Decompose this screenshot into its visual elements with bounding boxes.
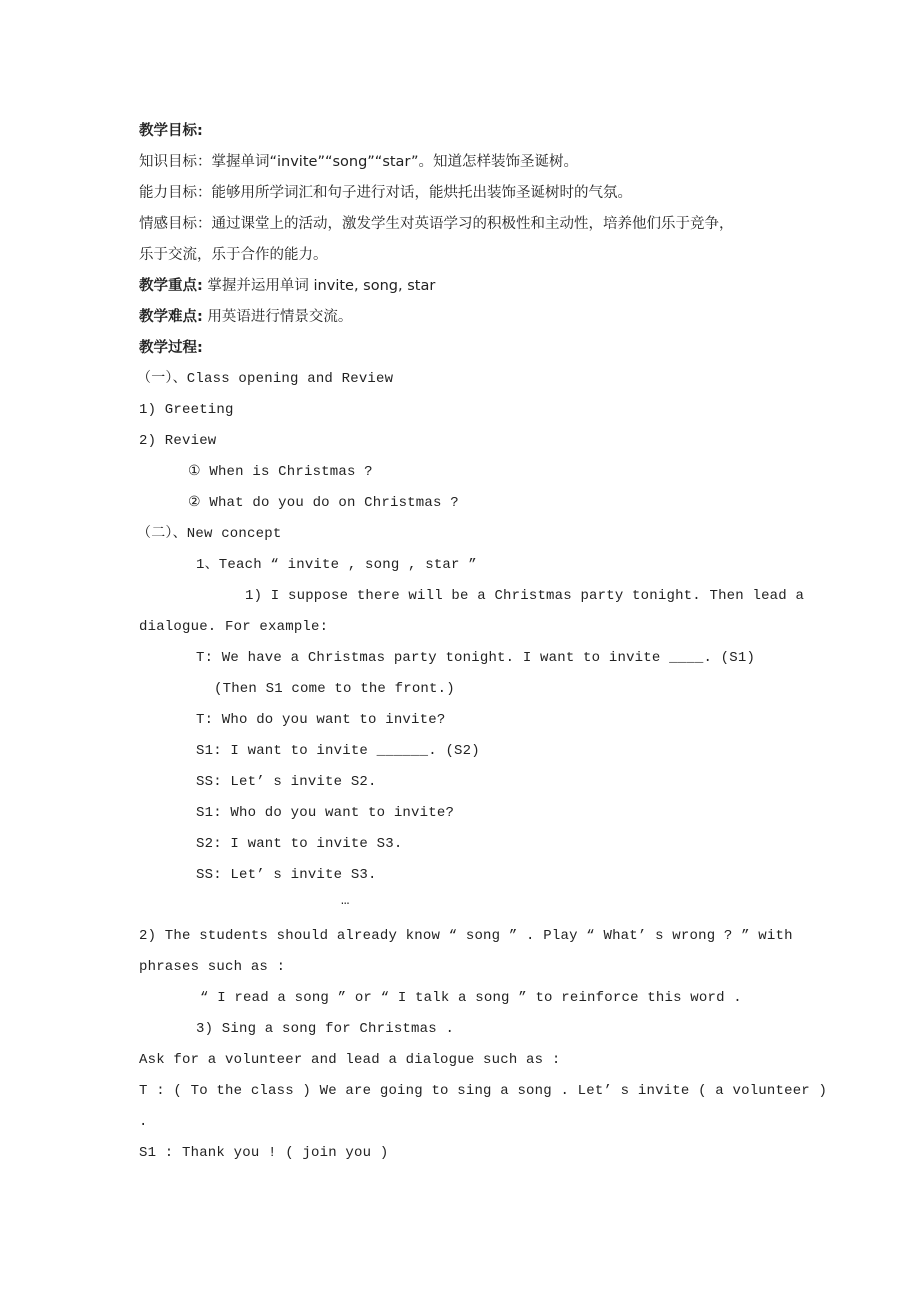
- key-points-label: 教学重点:: [139, 278, 203, 294]
- process-heading: 教学过程:: [139, 340, 203, 356]
- review-question-1: ① When is Christmas ?: [188, 464, 373, 480]
- volunteer-intro: Ask for a volunteer and lead a dialogue such as :: [139, 1052, 561, 1068]
- emotion-goal-line2: 乐于交流，乐于合作的能力。: [139, 247, 328, 263]
- dialogue2-teacher-line2: .: [139, 1114, 148, 1130]
- dialogue-line: T: We have a Christmas party tonight. I want to invite ____. (S1): [196, 650, 756, 666]
- key-points: [139, 276, 435, 296]
- emotion-goal-line1: 情感目标：通过课堂上的活动，激发学生对英语学习的积极性和主动性，培养他们乐于竞争，: [139, 216, 734, 232]
- activity1-line1: 1) I suppose there will be a Christmas party tonight. Then lead a: [245, 588, 805, 604]
- step-greeting: 1) Greeting: [139, 402, 234, 418]
- review-question-2: ② What do you do on Christmas ?: [188, 495, 459, 511]
- step-review: 2) Review: [139, 433, 217, 449]
- dialogue-line: SS: Let’ s invite S2.: [196, 774, 377, 790]
- dialogue-line: (Then S1 come to the front.): [214, 681, 455, 697]
- activity2-line2: phrases such as :: [139, 959, 286, 975]
- section2-title: （二）、New concept: [137, 526, 282, 542]
- dialogue-line: S1: I want to invite ______. (S2): [196, 743, 480, 759]
- difficulty: [139, 307, 352, 327]
- dialogue-line: T: Who do you want to invite?: [196, 712, 446, 728]
- teach-heading: 1、Teach “ invite , song , star ”: [196, 557, 477, 573]
- section1-title: （一）、Class opening and Review: [137, 371, 394, 387]
- activity3: 3) Sing a song for Christmas .: [196, 1021, 455, 1037]
- dialogue2-teacher-line1: T : ( To the class ) We are going to sing a song . Let’ s invite ( a volunteer ): [139, 1083, 828, 1099]
- key-points-text: 掌握并运用单词 invite, song, star: [207, 278, 436, 294]
- dialogue-line: SS: Let’ s invite S3.: [196, 867, 377, 883]
- activity1-line2: dialogue. For example:: [139, 619, 329, 635]
- knowledge-goal: 知识目标：掌握单词“invite”“song”“star”。知道怎样装饰圣诞树。: [139, 154, 579, 170]
- objectives-heading: 教学目标:: [139, 123, 203, 139]
- dialogue2-student: S1 : Thank you ! ( join you ): [139, 1145, 389, 1161]
- activity2-line1: 2) The students should already know “ song ” . Play “ What’ s wrong ? ” with: [139, 928, 793, 944]
- dialogue-line: S2: I want to invite S3.: [196, 836, 403, 852]
- dialogue-line: S1: Who do you want to invite?: [196, 805, 455, 821]
- ability-goal: 能力目标：能够用所学词汇和句子进行对话，能烘托出装饰圣诞树时的气氛。: [139, 185, 632, 201]
- difficulty-label: 教学难点:: [139, 309, 203, 325]
- difficulty-text: 用英语进行情景交流。: [207, 309, 353, 325]
- activity2-example: “ I read a song ” or “ I talk a song ” to reinforce this word .: [200, 990, 742, 1006]
- ellipsis: …: [341, 893, 350, 909]
